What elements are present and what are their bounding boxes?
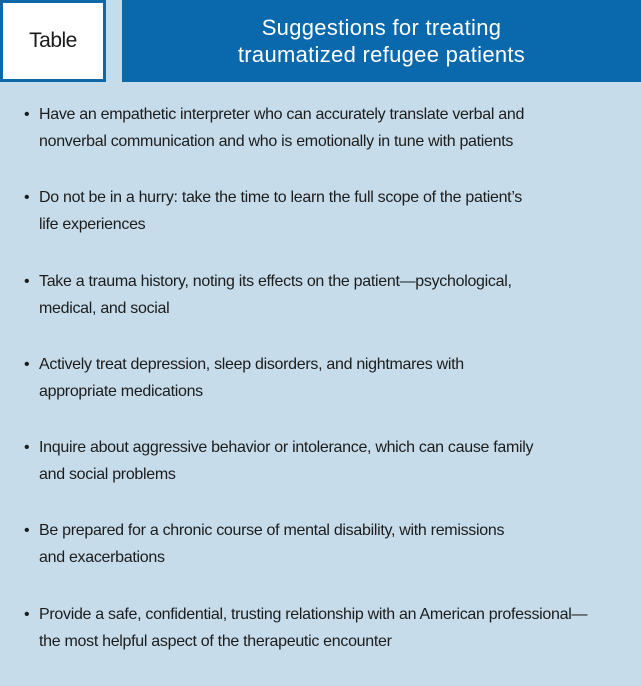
bullet-icon: •: [24, 189, 30, 207]
bullet-icon: •: [24, 106, 30, 123]
item-line: Do not be in a hurry: take the time to learn the full scope of the patient’s: [39, 189, 522, 207]
item-line: Provide a safe, confidential, trusting relationship with an American professional—: [39, 605, 588, 623]
item-line: and social problems: [39, 466, 176, 484]
item-line: Be prepared for a chronic course of mental disability, with remissions: [39, 522, 505, 540]
suggestions-list: [24, 101, 639, 684]
list-item: [24, 268, 639, 351]
item-line: medical, and social: [39, 299, 170, 317]
bullet-icon: •: [24, 522, 30, 540]
list-item: [24, 601, 639, 684]
item-line: Actively treat depression, sleep disorders, and nightmares with: [39, 355, 464, 373]
table-label-text: Table: [29, 29, 77, 52]
item-line: life experiences: [39, 216, 146, 234]
title-line-1: Suggestions for treating: [261, 15, 502, 40]
item-line: the most helpful aspect of the therapeutic encounter: [39, 632, 392, 650]
list-item: [24, 517, 639, 600]
bullet-icon: •: [24, 272, 30, 290]
table-title: [122, 0, 641, 82]
item-line: Inquire about aggressive behavior or intolerance, which can cause family: [39, 439, 534, 457]
title-line-2: traumatized refugee patients: [237, 42, 526, 67]
list-item: [24, 101, 639, 184]
item-line: appropriate medications: [39, 382, 203, 400]
item-line: and exacerbations: [39, 549, 165, 567]
item-line: Take a trauma history, noting its effects on the patient—psychological,: [39, 272, 512, 290]
table-label: [0, 0, 106, 82]
bullet-icon: •: [24, 355, 30, 373]
item-line: nonverbal communication and who is emotionally in tune with patients: [39, 133, 514, 150]
list-item: [24, 434, 639, 517]
item-line: Have an empathetic interpreter who can accurately translate verbal and: [39, 106, 525, 123]
list-item: [24, 184, 639, 267]
bullet-icon: •: [24, 439, 30, 457]
bullet-icon: •: [24, 605, 30, 623]
list-item: [24, 351, 639, 434]
